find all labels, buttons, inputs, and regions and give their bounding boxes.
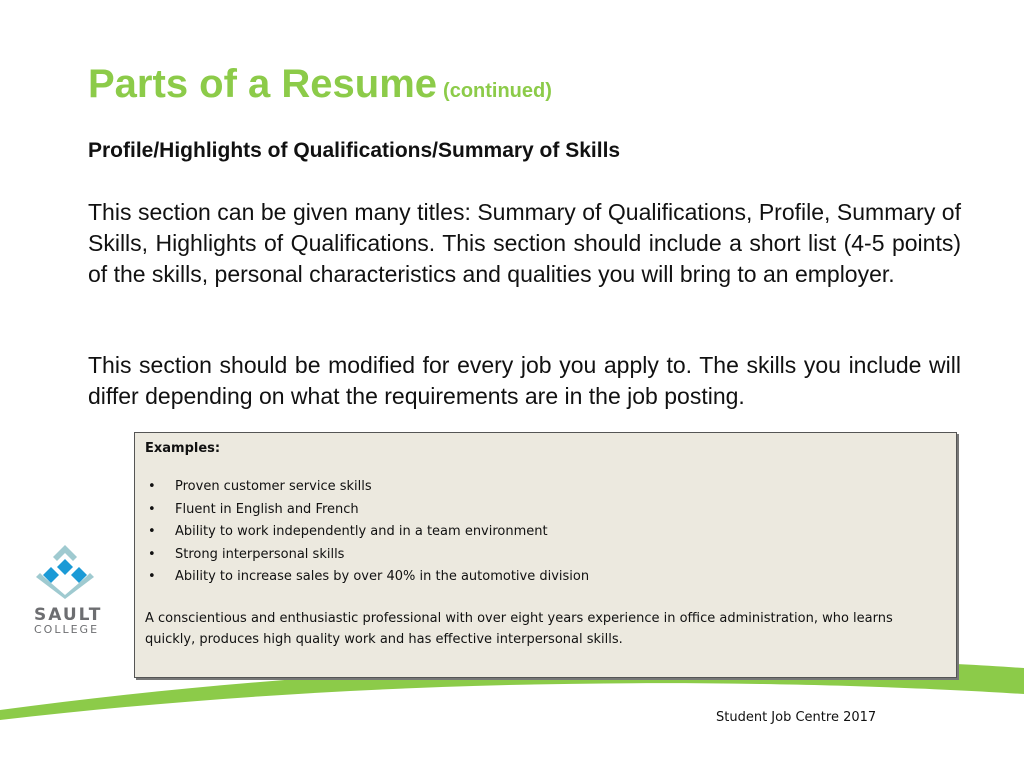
section-subheading: Profile/Highlights of Qualifications/Summary of Skills xyxy=(88,139,621,162)
list-item-text: Proven customer service skills xyxy=(175,479,372,494)
sault-college-logo xyxy=(34,543,103,636)
slide-title-main: Parts of a Resume xyxy=(88,62,438,106)
slide-title-suffix: (continued) xyxy=(443,80,552,102)
list-item xyxy=(145,499,946,522)
examples-list xyxy=(145,476,946,589)
list-item-text: Fluent in English and French xyxy=(175,501,359,517)
slide-title xyxy=(88,60,552,115)
logo-emblem-icon xyxy=(34,543,96,599)
bullet-icon: • xyxy=(148,524,156,539)
logo-wordmark-sault: SAULT xyxy=(34,605,103,625)
example-summary-paragraph: A conscientious and enthusiastic professional with over eight years experience in office administration, who learns quickly, produces high quality work and has effective interpersonal skills. xyxy=(145,610,893,647)
examples-label: Examples: xyxy=(145,441,221,456)
logo-wordmark-college: COLLEGE xyxy=(34,623,100,636)
list-item xyxy=(145,544,946,567)
body-paragraph-2: This section should be modified for every job you apply to. The skills you include will differ depending on what the requirements are in the job posting. xyxy=(88,352,961,409)
list-item xyxy=(145,476,946,499)
bullet-icon: • xyxy=(148,546,156,562)
bullet-icon: • xyxy=(148,479,156,494)
bullet-icon: • xyxy=(148,569,156,584)
footer-text: Student Job Centre 2017 xyxy=(716,710,877,725)
bullet-icon: • xyxy=(148,501,156,517)
body-paragraph-1: This section can be given many titles: Summary of Qualifications, Profile, Summary of Skills, Highlights of Qualifications. This section should include a short list (4-5 points) of the skills, personal characteristics and qualities you will bring to an employer. xyxy=(88,199,961,287)
list-item xyxy=(145,521,946,544)
list-item-text: Ability to increase sales by over 40% in the automotive division xyxy=(175,569,590,584)
list-item-text: Strong interpersonal skills xyxy=(175,546,345,562)
list-item xyxy=(145,566,946,589)
list-item-text: Ability to work independently and in a team environment xyxy=(175,524,548,539)
examples-box xyxy=(134,432,957,678)
